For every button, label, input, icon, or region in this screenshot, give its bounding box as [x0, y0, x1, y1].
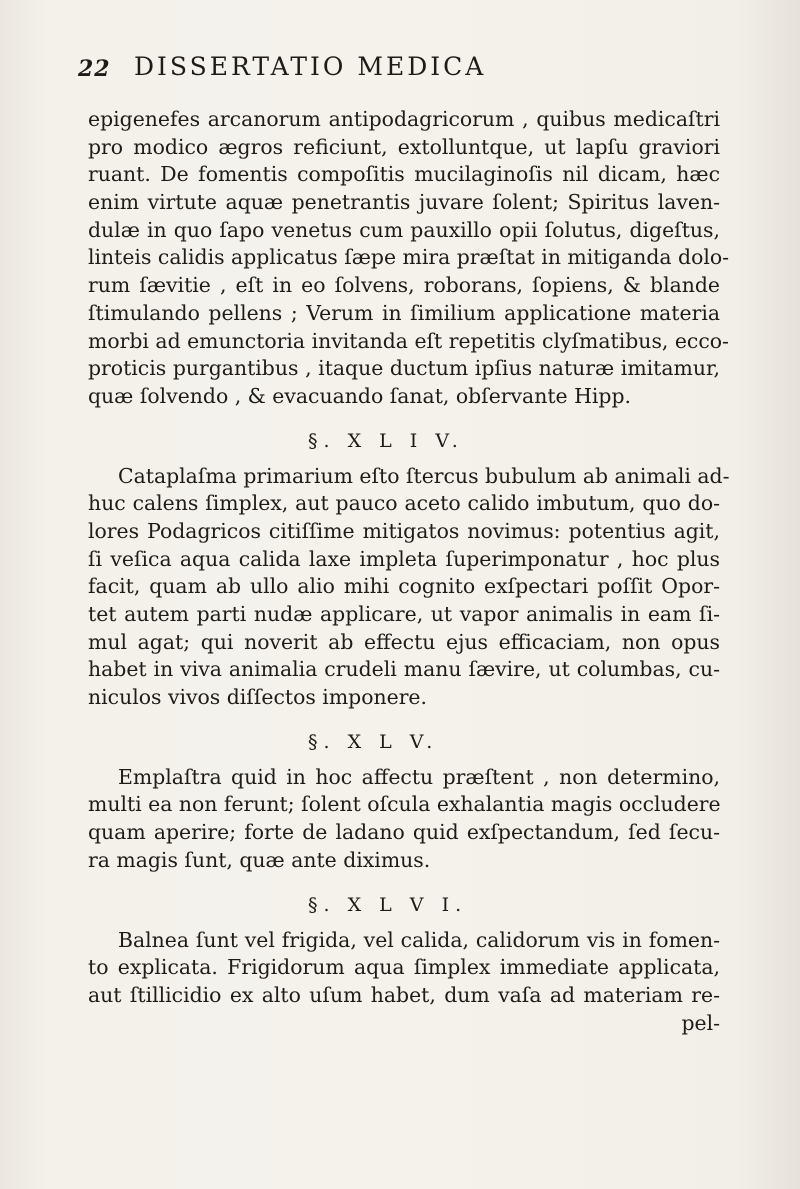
section-heading-46: §. X L V I. — [308, 893, 468, 916]
text-line: ra magis ſunt, quæ ante diximus. — [88, 847, 431, 872]
page-number: 22 — [78, 56, 111, 82]
text-line: morbi ad emunctoria invitanda eſt repetitis clyſmatibus, ecco- — [88, 328, 729, 353]
text-line: quæ ſolvendo , & evacuando ſanat, obſervante Hipp. — [88, 383, 631, 408]
text-line: multi ea non ferunt; ſolent oſcula exhalantia magis occludere — [88, 792, 721, 817]
text-line: ſi veſica aqua calida laxe impleta ſuperimponatur , hoc plus — [88, 546, 720, 571]
text-line: ruant. De fomentis compoſitis mucilaginoſis nil dicam, hæc — [88, 162, 720, 187]
text-line: rum ſævitie , eſt in eo ſolvens, roborans, ſopiens, & blande — [88, 273, 720, 298]
text-line: to explicata. Frigidorum aqua ſimplex immediate applicata, — [88, 955, 720, 980]
text-line: habet in viva animalia crudeli manu ſævire, ut columbas, cu- — [88, 657, 720, 682]
text-line: pro modico ægros reficiunt, extolluntque, ut lapſu graviori — [88, 134, 720, 159]
text-line: huc calens ſimplex, aut pauco aceto calido imbutum, quo do- — [88, 491, 720, 516]
text-line: lores Podagricos citiſſime mitigatos novimus: potentius agit, — [88, 518, 720, 543]
text-line: proticis purgantibus , itaque ductum ipſius naturæ imitamur, — [88, 356, 720, 381]
catchword: pel- — [681, 1010, 720, 1035]
page-header — [78, 52, 718, 88]
section-45-text — [88, 764, 720, 875]
text-line: Cataplaſma primarium eſto ſtercus bubulum ab animali ad- — [118, 463, 730, 488]
text-line: facit, quam ab ullo alio mihi cognito exſpectari poſſit Opor- — [88, 574, 720, 599]
text-line: ſtimulando pellens ; Verum in ſimilium applicatione materia — [88, 300, 720, 325]
text-line: mul agat; qui noverit ab effectu ejus efficaciam, non opus — [88, 629, 720, 654]
text-line: Emplaſtra quid in hoc affectu præſtent , non determino, — [118, 764, 720, 789]
text-line: Balnea ſunt vel frigida, vel calida, calidorum vis in fomen- — [118, 927, 720, 952]
text-line: aut ſtillicidio ex alto uſum habet, dum vaſa ad materiam re- — [88, 982, 720, 1007]
text-line: epigenefes arcanorum antipodagricorum , quibus medicaſtri — [88, 107, 720, 131]
paragraph-1 — [88, 106, 730, 411]
section-46-text — [88, 927, 720, 1038]
text-line: tet autem parti nudæ applicare, ut vapor animalis in eam ſi- — [88, 602, 720, 626]
running-head: DISSERTATIO MEDICA — [134, 52, 487, 81]
text-line: niculos vivos diſſectos imponere. — [88, 685, 427, 710]
section-heading-45: §. X L V. — [308, 730, 439, 753]
section-44-text — [88, 463, 730, 712]
section-heading-44: §. X L I V. — [308, 429, 464, 452]
page-body — [88, 106, 730, 1037]
text-line: enim virtute aquæ penetrantis juvare ſolent; Spiritus laven- — [88, 190, 720, 215]
text-line: linteis calidis applicatus ſæpe mira præſtat in mitiganda dolo- — [88, 245, 730, 270]
text-line: quam aperire; forte de ladano quid exſpectandum, ſed ſecu- — [88, 820, 720, 845]
text-line: dulæ in quo ſapo venetus cum pauxillo opii ſolutus, digeſtus, — [88, 217, 720, 242]
